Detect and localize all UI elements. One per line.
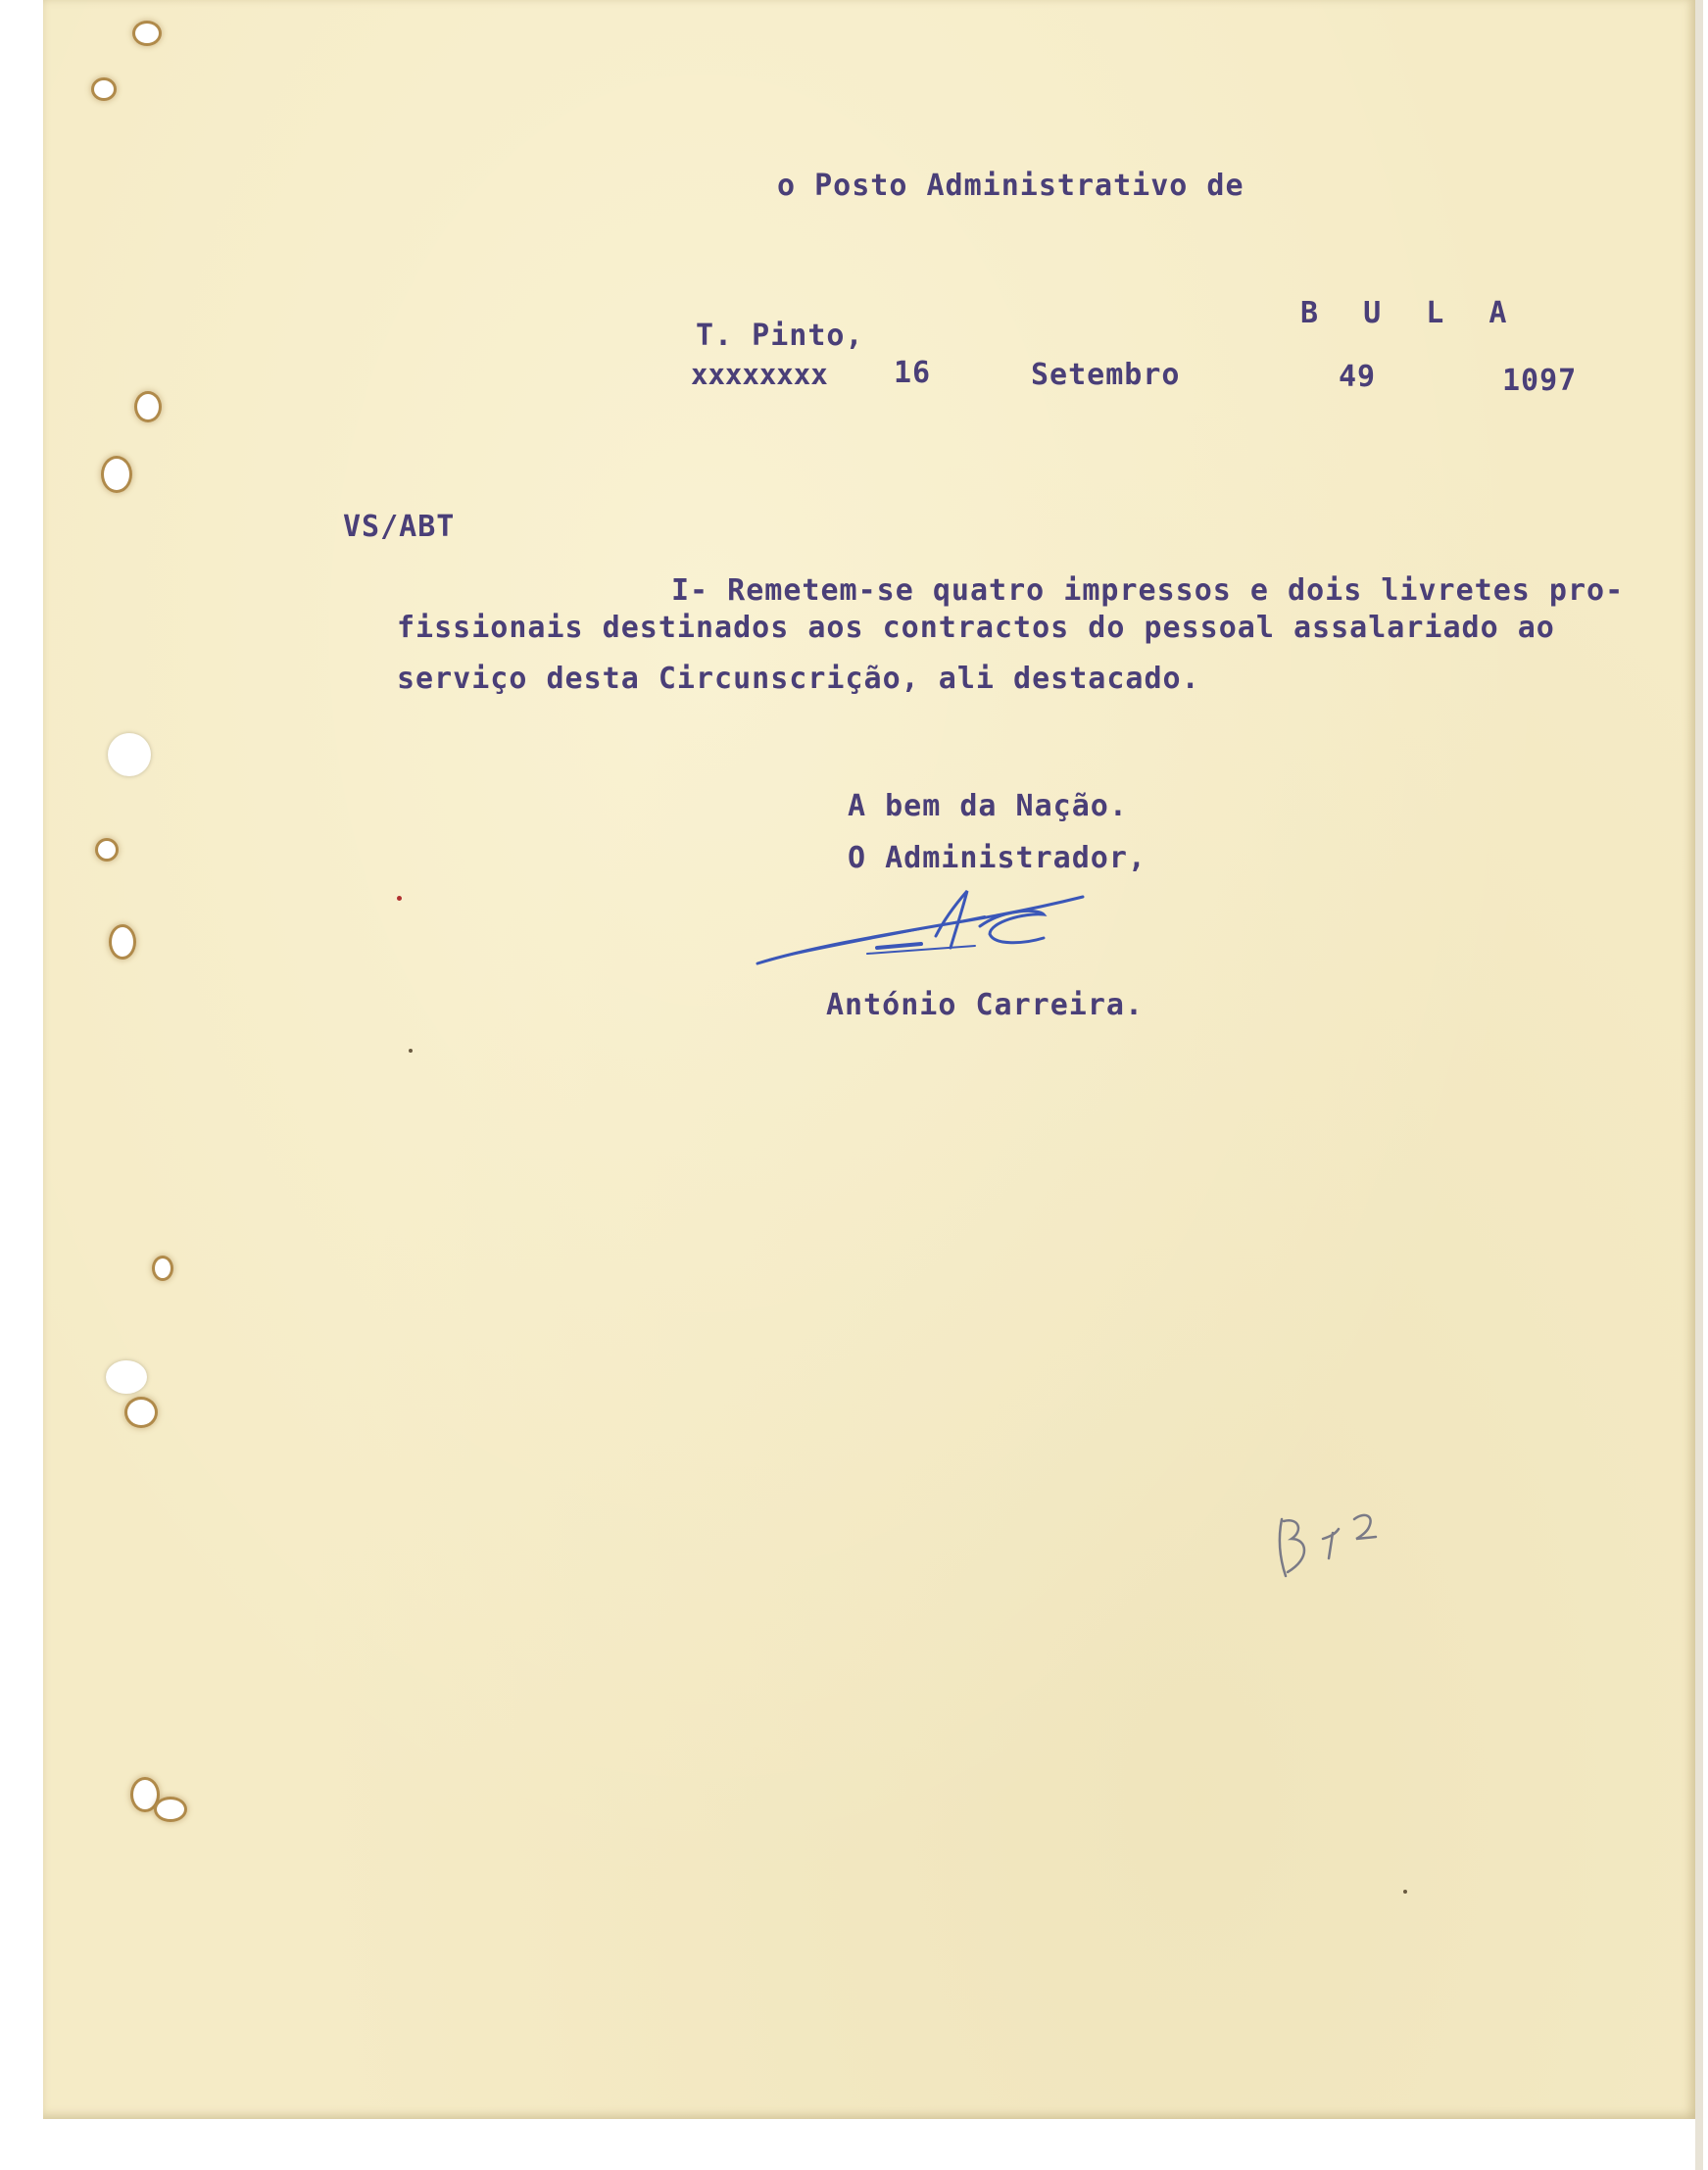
subject-code: VS/ABT bbox=[343, 510, 456, 544]
binder-hole bbox=[127, 1400, 155, 1425]
body-line: fissionais destinados aos contractos do pessoal assalariado ao bbox=[397, 611, 1555, 645]
handwritten-signature bbox=[750, 877, 1093, 985]
body-line: I- Remetem-se quatro impressos e dois livretes pro- bbox=[671, 573, 1625, 608]
signatory-name: António Carreira. bbox=[826, 988, 1145, 1022]
binder-hole bbox=[98, 841, 116, 859]
closing-salutation: A bem da Nação. bbox=[848, 789, 1128, 823]
ink-speck bbox=[1403, 1890, 1407, 1894]
ink-speck bbox=[409, 1049, 413, 1053]
scan-border bbox=[1695, 0, 1703, 2170]
binder-hole bbox=[133, 1780, 157, 1809]
date-day: 16 bbox=[894, 356, 932, 390]
binder-hole bbox=[112, 927, 133, 957]
closing-title: O Administrador, bbox=[848, 841, 1147, 875]
ink-speck bbox=[397, 896, 402, 901]
place-name: T. Pinto, bbox=[696, 319, 864, 353]
pencil-annotation bbox=[1274, 1500, 1401, 1588]
date-month: Setembro bbox=[1031, 358, 1181, 392]
struck-out-text: xxxxxxxx bbox=[691, 358, 828, 391]
binder-hole bbox=[104, 459, 129, 490]
binder-hole bbox=[137, 394, 159, 419]
binder-hole bbox=[106, 1360, 147, 1394]
body-line: serviço desta Circunscrição, ali destacado. bbox=[397, 662, 1200, 696]
reference-number: 1097 bbox=[1502, 364, 1578, 398]
binder-hole bbox=[135, 24, 159, 43]
binder-hole bbox=[157, 1800, 184, 1819]
office-header: o Posto Administrativo de bbox=[777, 169, 1244, 203]
location-name: B U L A bbox=[1300, 296, 1521, 330]
date-year: 49 bbox=[1339, 360, 1377, 394]
binder-hole bbox=[108, 733, 151, 776]
binder-hole bbox=[94, 80, 114, 98]
binder-hole bbox=[155, 1258, 171, 1278]
